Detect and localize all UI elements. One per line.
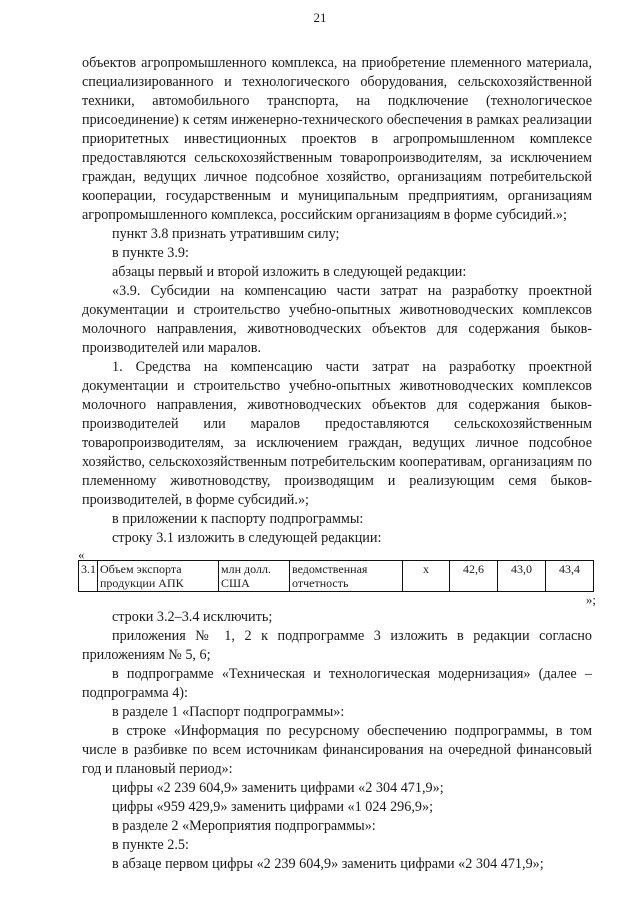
line-figures-1: цифры «2 239 604,9» заменить цифрами «2 304 471,9»; [112,780,444,796]
line-paragraphs-replace: абзацы первый и второй изложить в следующей редакции: [112,264,467,280]
line-item-2-5: в пункте 2.5: [112,837,189,853]
line-rows-3-2-3-4: строки 3.2–3.4 исключить; [112,609,273,625]
cell-value-2: 43,0 [498,561,546,592]
cell-source: ведомственная отчетность [290,561,403,592]
paragraph-1: 1. Средства на компенсацию части затрат на разработку проектной документации и строительство учебно-опытных животноводческих комплексов молочного направления, животноводческих объектов для содержания быков-производителей или маралов предоставляются сельскохозяйственным товаропроизводителям, за исключением граждан, ведущих личное подсобное хозяйство, сельскохозяйственным потребительским кооперативам, организациям по племенному животноводству, производящим и реализующим семя быков-производителей, в форме субсидий.»; [82,359,592,508]
line-figures-2: цифры «959 429,9» заменить цифрами «1 024 296,9»; [112,799,434,815]
cell-number: 3.1 [79,561,98,592]
line-item-3-9: в пункте 3.9: [112,245,189,261]
paragraph-subprogram-4: в подпрограмме «Техническая и технологическая модернизация» (далее – подпрограмма 4): [82,666,592,701]
line-appendix-passport: в приложении к паспорту подпрограммы: [112,511,364,527]
paragraph-resource-info: в строке «Информация по ресурсному обеспечению подпрограммы, в том числе в разбивке по всем источникам финансирования на очередной финансовый год и плановый период»: [82,723,592,777]
table-row [79,561,594,592]
row-3-1-table [78,560,594,592]
page-number: 21 [313,10,327,25]
quote-close-mark: »; [585,592,596,607]
cell-x: х [403,561,450,592]
cell-unit: млн долл. США [219,561,290,592]
line-section-2: в разделе 2 «Мероприятия подпрограммы»: [112,818,376,834]
quote-open-mark: « [78,547,85,562]
line-section-1: в разделе 1 «Паспорт подпрограммы»: [112,704,345,720]
cell-value-1: 42,6 [450,561,498,592]
cell-indicator-name: Объем экспорта продукции АПК [98,561,219,592]
paragraph-3-9: «3.9. Субсидии на компенсацию части затрат на разработку проектной документации и строительство учебно-опытных животноводческих комплексов молочного направления, животноводческих объектов для содержания быков-производителей или маралов. [82,283,592,356]
line-item-3-8: пункт 3.8 признать утратившим силу; [112,226,340,242]
paragraph-appendices: приложения № 1, 2 к подпрограмме 3 изложить в редакции согласно приложениям № 5, 6; [82,628,592,663]
paragraph-intro: объектов агропромышленного комплекса, на приобретение племенного материала, специализированного и технологического оборудования, сельскохозяйственной техники, автомобильного транспорта, на подключение (технологическое присоединение) к сетям инженерно-технического обеспечения в рамках реализации приоритетных инвестиционных проектов в агропромышленном комплексе предоставляются сельскохозяйственным товаропроизводителям, за исключением граждан, ведущих личное подсобное хозяйство, организациям потребительской кооперации, государственным и муниципальным предприятиям, организациям агропромышленного комплекса, российским организациям в форме субсидий.»; [82,55,592,223]
document-body [78,54,596,874]
line-first-paragraph-figures: в абзаце первом цифры «2 239 604,9» заменить цифрами «2 304 471,9»; [112,856,544,872]
cell-value-3: 43,4 [546,561,594,592]
line-row-3-1: строку 3.1 изложить в следующей редакции: [112,530,382,546]
